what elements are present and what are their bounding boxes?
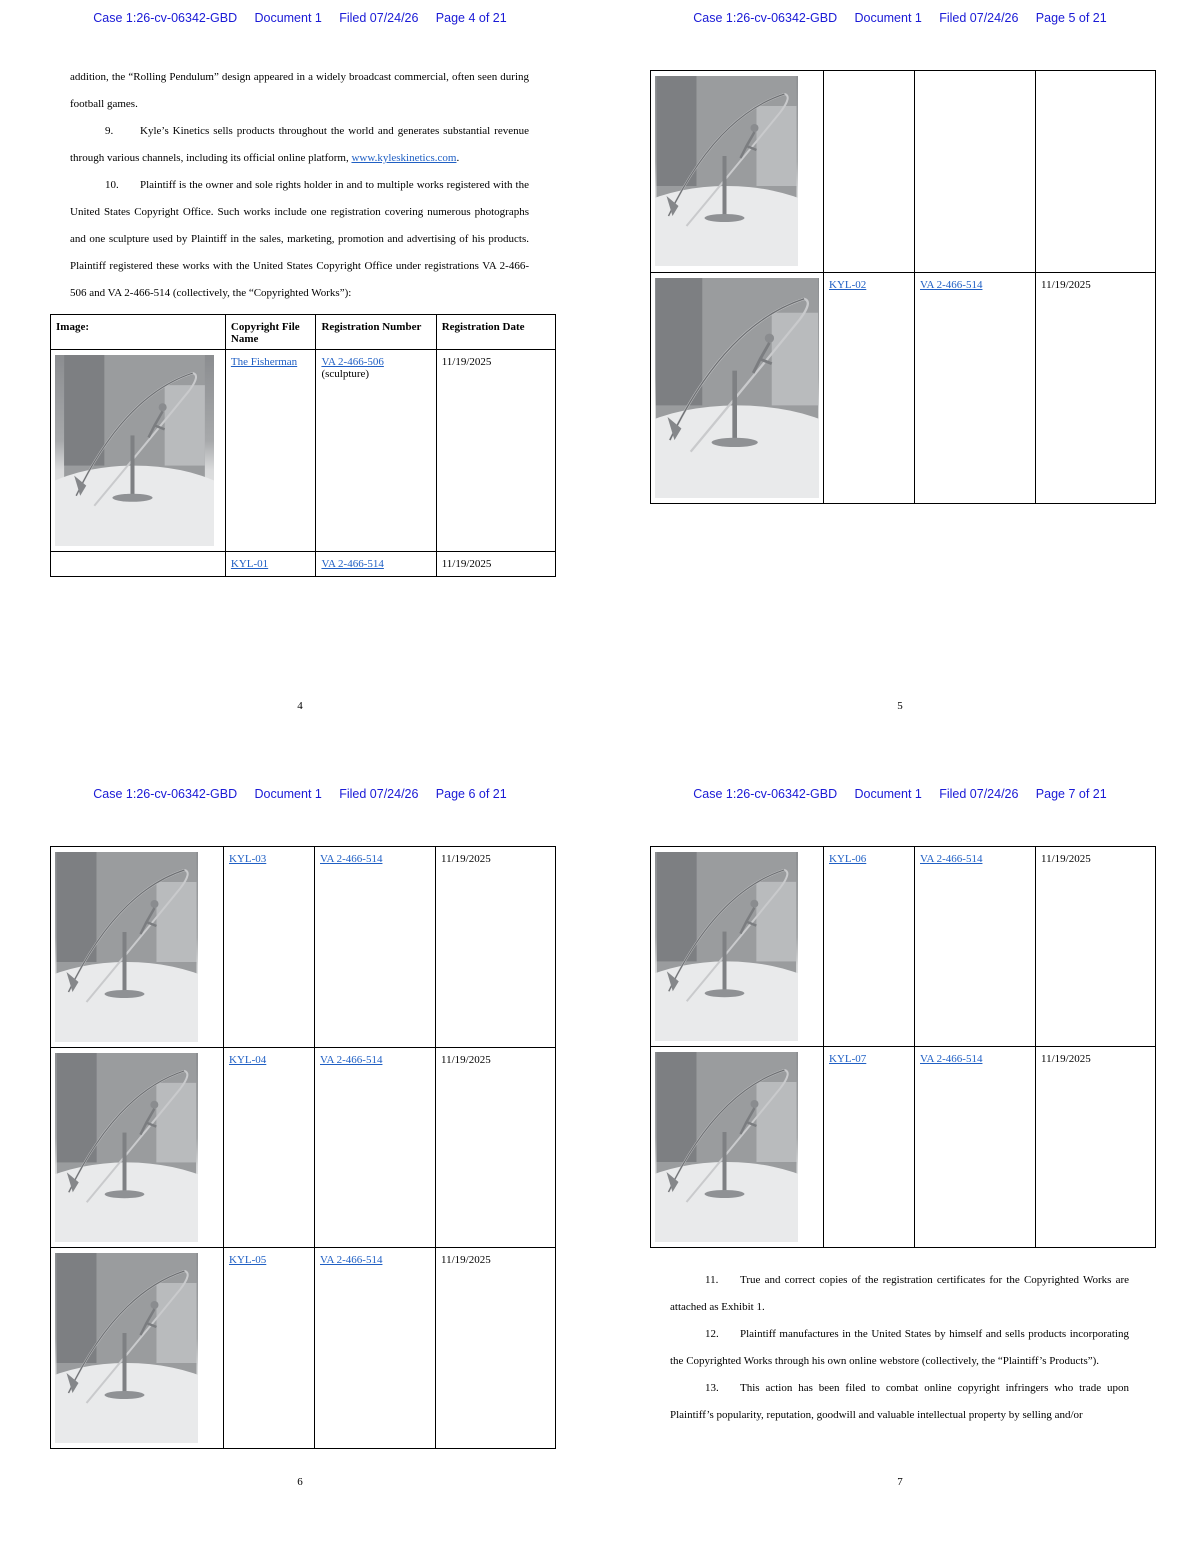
file-link[interactable]: KYL-03 xyxy=(229,853,267,865)
file-link[interactable]: The Fisherman xyxy=(230,356,298,368)
date-cell: 11/19/2025 xyxy=(1036,1047,1156,1248)
registration-link[interactable]: VA 2-466-514 xyxy=(321,558,384,570)
sculpture-photo xyxy=(55,1053,198,1242)
body-text xyxy=(70,64,529,307)
table-row xyxy=(51,1248,556,1449)
paragraph-number: 13. xyxy=(705,1382,719,1394)
table-header-row xyxy=(51,315,556,350)
file-link[interactable]: KYL-07 xyxy=(829,1053,867,1065)
image-cell xyxy=(51,1048,224,1248)
registration-cell xyxy=(915,1047,1036,1248)
image-cell xyxy=(51,552,226,577)
file-name-cell xyxy=(224,1248,315,1449)
sculpture-photo xyxy=(55,355,214,546)
registration-cell xyxy=(915,273,1036,504)
paragraph-number: 11. xyxy=(705,1274,719,1286)
page-number: 5 xyxy=(897,700,903,712)
copyright-table xyxy=(50,314,556,577)
table-row xyxy=(51,350,556,552)
case-header: Case 1:26-cv-06342-GBD Document 1 Filed 07/24/26 Page 6 of 21 xyxy=(93,787,507,801)
paragraph-number: 10. xyxy=(105,179,119,191)
copyright-table xyxy=(650,70,1156,504)
paragraph-text: This action has been filed to combat online copyright infringers who trade upon Plaintiff’s popularity, reputation, goodwill and valuable intellectual property by selling and/or xyxy=(670,1382,1129,1421)
date-cell: 11/19/2025 xyxy=(436,1048,556,1248)
registration-cell xyxy=(915,847,1036,1047)
registration-link[interactable]: VA 2-466-514 xyxy=(920,853,983,865)
file-name-cell xyxy=(225,350,316,552)
image-cell xyxy=(651,1047,824,1248)
header-image: Image: xyxy=(51,315,226,350)
date-cell: 11/19/2025 xyxy=(1036,273,1156,504)
table-row xyxy=(51,1048,556,1248)
body-text xyxy=(670,1267,1129,1429)
registration-link[interactable]: VA 2-466-514 xyxy=(320,1254,383,1266)
case-header: Case 1:26-cv-06342-GBD Document 1 Filed 07/24/26 Page 4 of 21 xyxy=(93,11,507,25)
file-link[interactable]: KYL-02 xyxy=(829,279,867,291)
header-registration-number: Registration Number xyxy=(316,315,436,350)
date-cell xyxy=(1036,71,1156,273)
table-row xyxy=(51,552,556,577)
header-registration-date: Registration Date xyxy=(436,315,555,350)
paragraph-continued: addition, the “Rolling Pendulum” design appeared in a widely broadcast commercial, often seen during football games. xyxy=(70,71,529,110)
table-row xyxy=(651,273,1156,504)
file-link[interactable]: KYL-01 xyxy=(230,558,269,570)
date-cell: 11/19/2025 xyxy=(1036,847,1156,1047)
copyright-table xyxy=(650,846,1156,1248)
registration-link[interactable]: VA 2-466-514 xyxy=(920,279,983,291)
file-link[interactable]: KYL-05 xyxy=(229,1254,267,1266)
paragraph-text: Plaintiff manufactures in the United States by himself and sells products incorporating the Copyrighted Works through his own online webstore (collectively, the “Plaintiff’s Products”). xyxy=(670,1328,1129,1367)
file-name-cell xyxy=(824,273,915,504)
paragraph-12 xyxy=(670,1321,1129,1375)
page-6 xyxy=(0,776,600,1552)
registration-link[interactable]: VA 2-466-506 xyxy=(321,356,384,368)
table-row xyxy=(651,1047,1156,1248)
table-row xyxy=(651,847,1156,1047)
page-number: 7 xyxy=(897,1476,903,1488)
page-4 xyxy=(0,0,600,776)
case-header: Case 1:26-cv-06342-GBD Document 1 Filed 07/24/26 Page 7 of 21 xyxy=(693,787,1107,801)
image-cell xyxy=(51,1248,224,1449)
registration-link[interactable]: VA 2-466-514 xyxy=(320,1054,383,1066)
paragraph-number: 12. xyxy=(705,1328,719,1340)
registration-cell xyxy=(316,350,436,552)
date-cell: 11/19/2025 xyxy=(436,1248,556,1449)
paragraph-9 xyxy=(70,118,529,172)
paragraph-number: 9. xyxy=(105,125,114,137)
date-cell: 11/19/2025 xyxy=(436,847,556,1048)
case-header: Case 1:26-cv-06342-GBD Document 1 Filed 07/24/26 Page 5 of 21 xyxy=(693,11,1107,25)
file-name-cell xyxy=(824,71,915,273)
paragraph-text: Plaintiff is the owner and sole rights holder in and to multiple works registered with the United States Copyright Office. Such works include one registration covering numerous photographs and one sculpture used by Plaintiff in the sales, marketing, promotion and advertising of his products. Plaintiff registered these works with the United States Copyright Office under registrations VA 2-466-506 and VA 2-466-514 (collectively, the “Copyrighted Works”): xyxy=(70,179,529,299)
registration-cell xyxy=(315,847,436,1048)
image-cell xyxy=(651,71,824,273)
sculpture-photo xyxy=(655,852,798,1041)
sculpture-photo xyxy=(55,852,198,1042)
date-cell: 11/19/2025 xyxy=(436,552,555,577)
file-name-cell xyxy=(824,847,915,1047)
image-cell xyxy=(51,847,224,1048)
sculpture-photo xyxy=(655,1052,798,1242)
sculpture-photo xyxy=(655,76,798,266)
file-name-cell xyxy=(224,847,315,1048)
page-7 xyxy=(600,776,1200,1552)
registration-cell xyxy=(316,552,436,577)
page-5 xyxy=(600,0,1200,776)
registration-note: (sculpture) xyxy=(321,368,370,380)
registration-link[interactable]: VA 2-466-514 xyxy=(320,853,383,865)
page-number: 6 xyxy=(297,1476,303,1488)
table-row xyxy=(51,847,556,1048)
file-name-cell xyxy=(824,1047,915,1248)
paragraph-10 xyxy=(70,172,529,307)
paragraph-text: Kyle’s Kinetics sells products throughout the world and generates substantial revenue through various channels, including its official online platform, xyxy=(70,125,529,164)
page-number: 4 xyxy=(297,700,303,712)
table-row xyxy=(651,71,1156,273)
file-name-cell xyxy=(224,1048,315,1248)
file-link[interactable]: KYL-06 xyxy=(829,853,867,865)
registration-cell xyxy=(315,1048,436,1248)
registration-link[interactable]: VA 2-466-514 xyxy=(920,1053,983,1065)
file-name-cell xyxy=(225,552,316,577)
paragraph-text: True and correct copies of the registration certificates for the Copyrighted Works are attached as Exhibit 1. xyxy=(670,1274,1129,1313)
image-cell xyxy=(51,350,226,552)
date-cell: 11/19/2025 xyxy=(436,350,555,552)
image-cell xyxy=(651,847,824,1047)
image-cell xyxy=(651,273,824,504)
file-link[interactable]: KYL-04 xyxy=(229,1054,267,1066)
header-file-name: Copyright File Name xyxy=(225,315,316,350)
registration-cell xyxy=(315,1248,436,1449)
registration-cell xyxy=(915,71,1036,273)
website-link[interactable]: www.kyleskinetics.com xyxy=(351,152,457,164)
sculpture-photo xyxy=(655,278,819,498)
paragraph-11 xyxy=(670,1267,1129,1321)
paragraph-end: . xyxy=(456,152,460,164)
paragraph-13 xyxy=(670,1375,1129,1429)
sculpture-photo xyxy=(55,1253,198,1443)
copyright-table xyxy=(50,846,556,1449)
